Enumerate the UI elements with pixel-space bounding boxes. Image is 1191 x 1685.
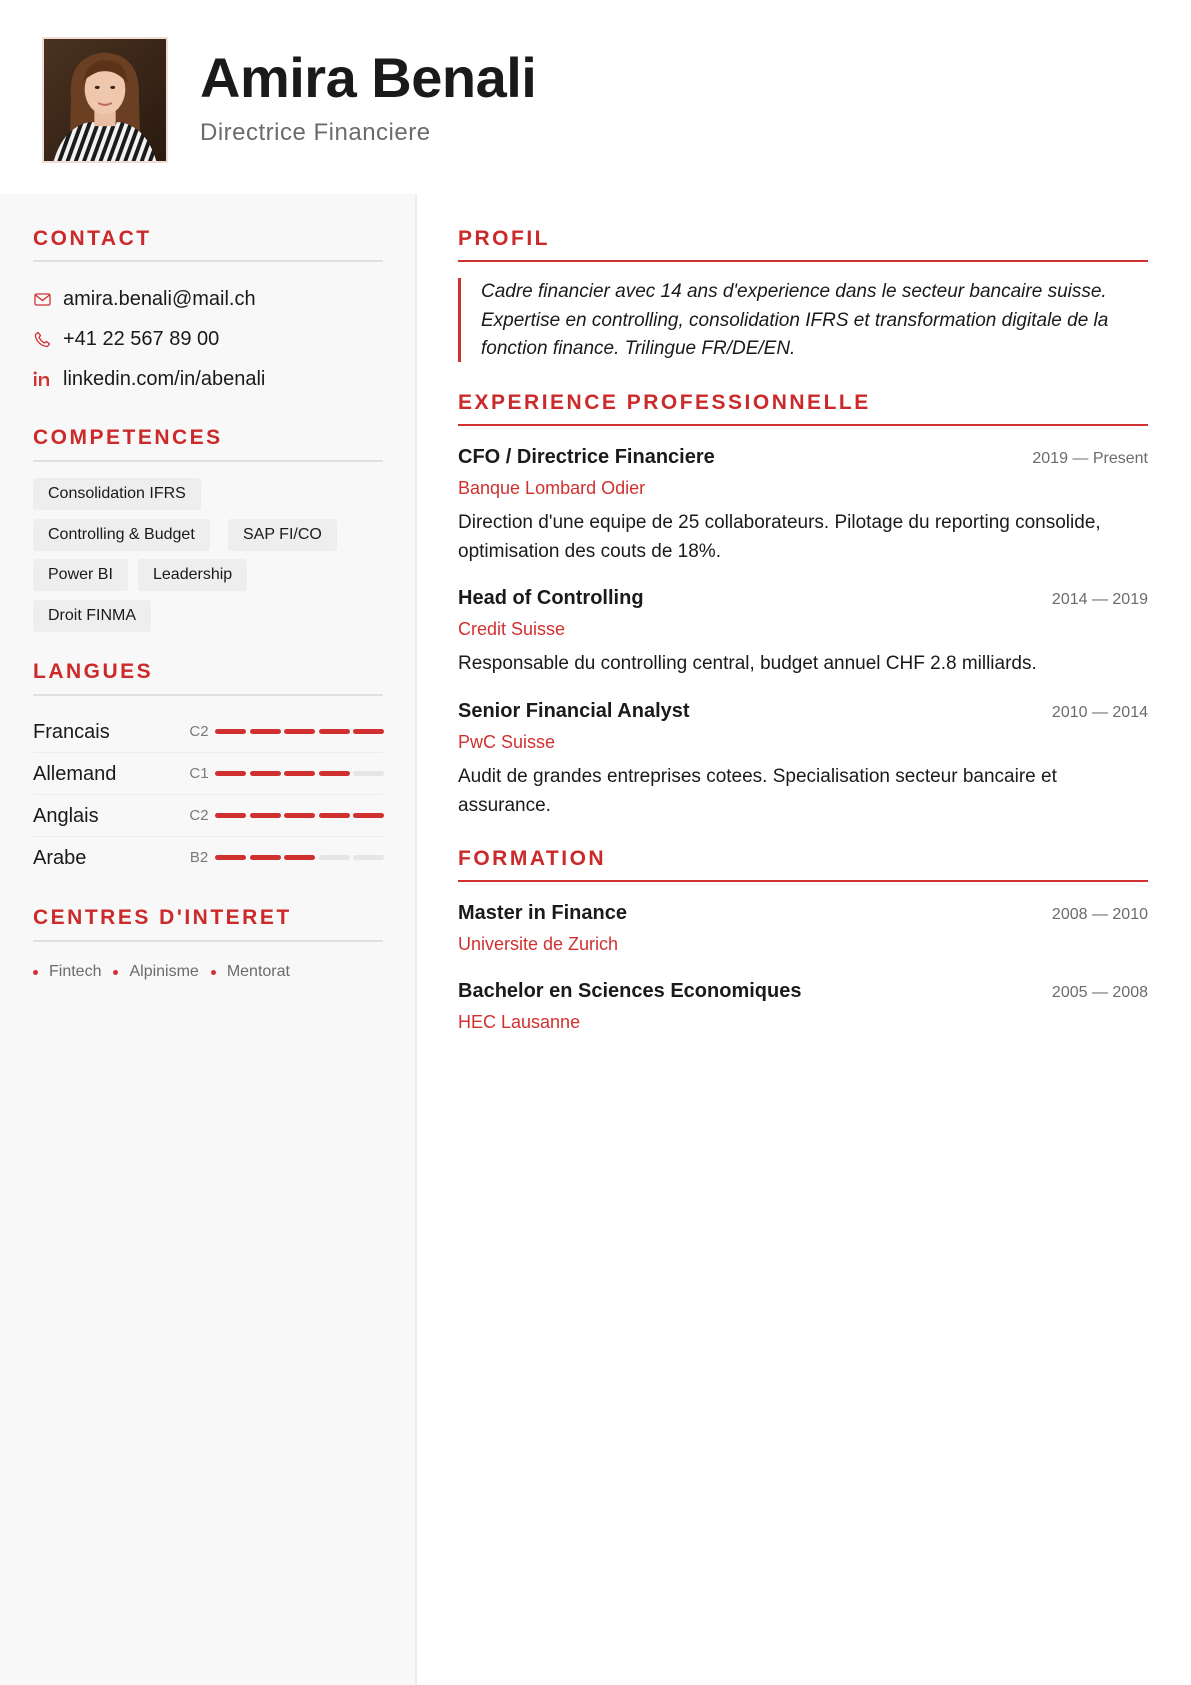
degree-school: Universite de Zurich — [458, 934, 619, 954]
contact-linkedin-text: linkedin.com/in/abenali — [63, 367, 266, 390]
experience-divider — [458, 424, 1148, 426]
language-level: C2 — [189, 807, 209, 824]
sidebar — [0, 194, 417, 1685]
language-level: B2 — [189, 849, 209, 866]
interests-divider — [33, 940, 383, 942]
skills-heading: COMPETENCES — [33, 426, 223, 449]
interest-item — [211, 963, 290, 981]
language-name: Francais — [33, 721, 110, 743]
bullet-dot — [33, 970, 38, 975]
language-level-segment — [284, 855, 315, 860]
linkedin-icon — [33, 370, 51, 388]
language-level-segment — [353, 729, 384, 734]
language-level-segment — [215, 771, 246, 776]
candidate-title: Directrice Financiere — [200, 119, 431, 146]
contact-heading: CONTACT — [33, 227, 152, 250]
language-level-segment — [250, 855, 281, 860]
interest-item — [33, 963, 101, 981]
language-level-segment — [215, 729, 246, 734]
language-level-bar — [215, 729, 383, 735]
language-level-bar — [215, 813, 383, 819]
interests-heading: CENTRES D'INTERET — [33, 906, 292, 929]
education-heading: FORMATION — [458, 847, 607, 870]
language-level-segment — [319, 855, 350, 860]
degree-title: Master in Finance — [458, 902, 627, 924]
interest-label: Mentorat — [226, 963, 290, 980]
skills-divider — [33, 460, 383, 462]
interests-list — [33, 960, 302, 984]
bullet-dot — [211, 970, 216, 975]
language-level-bar — [215, 771, 383, 777]
contact-email-text: amira.benali@mail.ch — [63, 287, 256, 310]
interest-label: Fintech — [49, 963, 102, 980]
language-level-segment — [353, 813, 384, 818]
language-level-segment — [250, 771, 281, 776]
skill-chip: Power BI — [33, 559, 128, 591]
job-company: PwC Suisse — [458, 732, 556, 752]
job-company: Banque Lombard Odier — [458, 478, 646, 498]
languages-heading: LANGUES — [33, 660, 154, 683]
job-description: Audit de grandes entreprises cotees. Specialisation secteur bancaire et assurance. — [458, 766, 1057, 816]
language-row — [33, 755, 383, 795]
bullet-dot — [113, 970, 118, 975]
language-level-segment — [319, 729, 350, 734]
profile-heading: PROFIL — [458, 227, 550, 250]
language-level-segment — [215, 813, 246, 818]
language-level-segment — [284, 771, 315, 776]
resume-header — [0, 0, 1191, 194]
education-divider — [458, 880, 1148, 882]
job-dates: 2010 — 2014 — [1051, 704, 1148, 721]
skill-chip: Droit FINMA — [33, 600, 151, 632]
job-description: Responsable du controlling central, budget annuel CHF 2.8 milliards. — [458, 653, 1037, 674]
interest-item — [113, 963, 198, 981]
language-level-segment — [215, 855, 246, 860]
job-dates: 2014 — 2019 — [1051, 591, 1148, 608]
skill-chip: SAP FI/CO — [228, 519, 337, 551]
phone-icon — [33, 330, 51, 348]
candidate-name: Amira Benali — [200, 46, 537, 109]
language-level-segment — [353, 771, 384, 776]
skill-chip: Leadership — [138, 559, 247, 591]
job-title: Senior Financial Analyst — [458, 700, 690, 722]
language-level-segment — [284, 813, 315, 818]
language-name: Allemand — [33, 763, 117, 785]
job-dates: 2019 — Present — [1032, 450, 1148, 467]
contact-email[interactable] — [33, 284, 256, 314]
job-company: Credit Suisse — [458, 619, 566, 639]
contact-divider — [33, 260, 383, 262]
profile-divider — [458, 260, 1148, 262]
language-level-segment — [353, 855, 384, 860]
language-row — [33, 713, 383, 753]
language-level: C2 — [189, 723, 209, 740]
degree-title: Bachelor en Sciences Economiques — [458, 980, 802, 1002]
interest-label: Alpinisme — [129, 963, 199, 980]
degree-dates: 2005 — 2008 — [1051, 984, 1148, 1001]
language-level-segment — [319, 813, 350, 818]
language-level-bar — [215, 855, 383, 861]
language-level: C1 — [189, 765, 209, 782]
degree-school: HEC Lausanne — [458, 1012, 581, 1032]
profile-photo — [42, 37, 168, 163]
language-level-segment — [284, 729, 315, 734]
language-name: Anglais — [33, 805, 99, 827]
contact-linkedin[interactable] — [33, 364, 265, 394]
language-row — [33, 797, 383, 837]
contact-phone[interactable] — [33, 324, 219, 354]
language-name: Arabe — [33, 847, 87, 869]
degree-dates: 2008 — 2010 — [1051, 906, 1148, 923]
contact-phone-text: +41 22 567 89 00 — [63, 327, 220, 350]
mail-icon — [33, 290, 51, 308]
skill-chip: Controlling & Budget — [33, 519, 210, 551]
profile-summary: Cadre financier avec 14 ans d'experience dans le secteur bancaire suisse. Expertise en controlling, consolidation IFRS et transformation digitale de la fonction finance. Trilingue FR/DE/EN. — [458, 278, 1148, 362]
language-level-segment — [250, 813, 281, 818]
language-level-segment — [250, 729, 281, 734]
job-description: Direction d'une equipe de 25 collaborateurs. Pilotage du reporting consolide, optimisation des couts de 18%. — [458, 512, 1101, 562]
skill-chip: Consolidation IFRS — [33, 478, 201, 510]
profile-photo-image — [44, 39, 166, 161]
languages-divider — [33, 694, 383, 696]
job-title: Head of Controlling — [458, 587, 644, 609]
experience-heading: EXPERIENCE PROFESSIONNELLE — [458, 391, 871, 414]
language-level-segment — [319, 771, 350, 776]
job-title: CFO / Directrice Financiere — [458, 446, 715, 468]
language-row — [33, 839, 383, 879]
